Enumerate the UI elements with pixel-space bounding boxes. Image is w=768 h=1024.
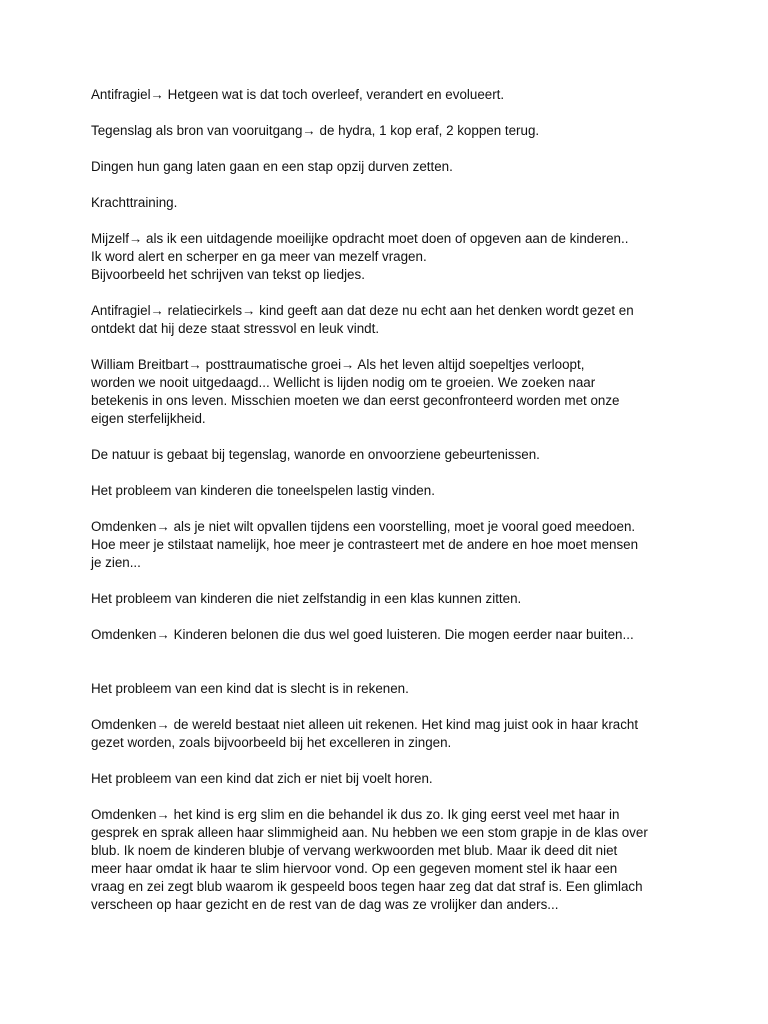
text-line: Krachttraining. — [91, 195, 178, 210]
document-page — [91, 86, 691, 932]
paragraph — [91, 806, 691, 914]
text-line: gezet worden, zoals bijvoorbeeld bij het excelleren in zingen. — [91, 735, 452, 750]
text-line: Tegenslag als bron van vooruitgang→ de hydra, 1 kop eraf, 2 koppen terug. — [91, 123, 540, 138]
text-line: Hoe meer je stilstaat namelijk, hoe meer je contrasteert met de andere en hoe moet mensen — [91, 537, 639, 552]
paragraph — [91, 86, 691, 104]
blank-line — [91, 662, 691, 680]
paragraph — [91, 590, 691, 608]
paragraph — [91, 770, 691, 788]
text-line: Omdenken→ Kinderen belonen die dus wel goed luisteren. Die mogen eerder naar buiten... — [91, 627, 634, 642]
paragraph — [91, 518, 691, 572]
text-line: Het probleem van een kind dat zich er niet bij voelt horen. — [91, 771, 433, 786]
paragraph — [91, 122, 691, 140]
text-line: worden we nooit uitgedaagd... Wellicht is lijden nodig om te groeien. We zoeken naar — [91, 375, 596, 390]
text-line: William Breitbart→ posttraumatische groei→ Als het leven altijd soepeltjes verloopt, — [91, 357, 585, 372]
text-line: Mijzelf→ als ik een uitdagende moeilijke opdracht moet doen of opgeven aan de kinderen.. — [91, 231, 629, 246]
text-line: blub. Ik noem de kinderen blubje of vervang werkwoorden met blub. Maar ik deed dit niet — [91, 843, 618, 858]
text-line: Bijvoorbeeld het schrijven van tekst op liedjes. — [91, 267, 365, 282]
text-line: Antifragiel→ relatiecirkels→ kind geeft aan dat deze nu echt aan het denken wordt gezet en — [91, 303, 634, 318]
text-line: eigen sterfelijkheid. — [91, 411, 206, 426]
paragraph — [91, 626, 691, 644]
paragraph — [91, 716, 691, 752]
text-line: verscheen op haar gezicht en de rest van de dag was ze vrolijker dan anders... — [91, 897, 559, 912]
paragraph — [91, 680, 691, 698]
paragraph — [91, 158, 691, 176]
text-line: Dingen hun gang laten gaan en een stap opzij durven zetten. — [91, 159, 453, 174]
paragraph — [91, 194, 691, 212]
text-line: ontdekt dat hij deze staat stressvol en leuk vindt. — [91, 321, 380, 336]
text-line: vraag en zei zegt blub waarom ik gespeeld boos tegen haar zeg dat dat straf is. Een glimlach — [91, 879, 643, 894]
text-line: Het probleem van een kind dat is slecht is in rekenen. — [91, 681, 409, 696]
text-line: Antifragiel→ Hetgeen wat is dat toch overleef, verandert en evolueert. — [91, 87, 505, 102]
paragraph — [91, 482, 691, 500]
text-line: Omdenken→ het kind is erg slim en die behandel ik dus zo. Ik ging eerst veel met haar in — [91, 807, 620, 822]
paragraph — [91, 356, 691, 428]
text-line: meer haar omdat ik haar te slim hiervoor vond. Op een gegeven moment stel ik haar een — [91, 861, 618, 876]
text-line: betekenis in ons leven. Misschien moeten we dan eerst geconfronteerd worden met onze — [91, 393, 620, 408]
paragraph — [91, 446, 691, 464]
text-line: Ik word alert en scherper en ga meer van mezelf vragen. — [91, 249, 427, 264]
text-line: Het probleem van kinderen die niet zelfstandig in een klas kunnen zitten. — [91, 591, 522, 606]
text-line: gesprek en sprak alleen haar slimmigheid aan. Nu hebben we een stom grapje in de klas over — [91, 825, 648, 840]
paragraph — [91, 230, 691, 284]
paragraph — [91, 302, 691, 338]
text-line: Het probleem van kinderen die toneelspelen lastig vinden. — [91, 483, 435, 498]
text-line: je zien... — [91, 555, 141, 570]
text-line: Omdenken→ de wereld bestaat niet alleen uit rekenen. Het kind mag juist ook in haar kracht — [91, 717, 639, 732]
text-line: De natuur is gebaat bij tegenslag, wanorde en onvoorziene gebeurtenissen. — [91, 447, 540, 462]
text-line: Omdenken→ als je niet wilt opvallen tijdens een voorstelling, moet je vooral goed meedoen. — [91, 519, 636, 534]
